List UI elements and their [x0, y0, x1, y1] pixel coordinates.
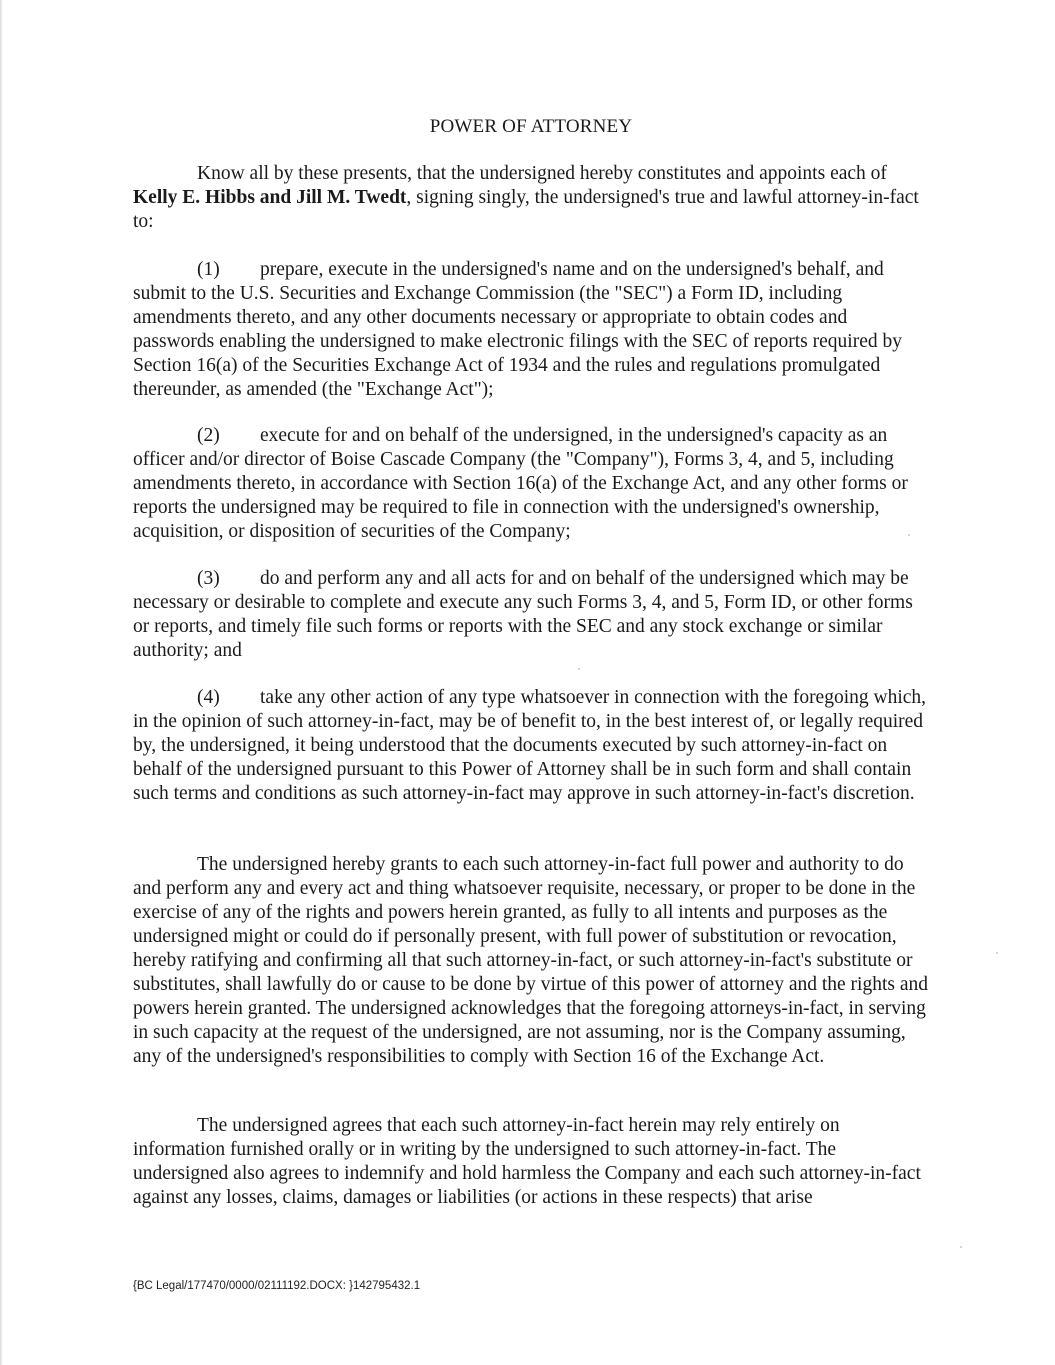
scan-speck	[996, 952, 998, 954]
scan-speck	[960, 1246, 962, 1248]
scan-speck	[908, 534, 910, 536]
item-number: (1)	[197, 259, 220, 280]
grant-text: The undersigned hereby grants to each such attorney-in-fact full power and authority to do and perform any and every act and thing whatsoever requisite, necessary, or proper to be done in the exercise of any of the rights and powers herein granted, as fully to all intents and purposes as the undersigned might or could do if personally present, with full power of substitution or revocation, hereby ratifying and confirming all that such attorney-in-fact, or such attorney-in-fact's substitute or substitutes, shall lawfully do or cause to be done by virtue of this power of attorney and the rights and powers herein granted. The undersigned acknowledges that the foregoing attorneys-in-fact, in serving in such capacity at the request of the undersigned, are not assuming, nor is the Company assuming, any of the undersigned's responsibilities to comply with Section 16 of the Exchange Act.	[133, 854, 928, 1067]
grant-paragraph	[133, 853, 933, 1069]
document-footer: {BC Legal/177470/0000/02111192.DOCX: }142795432.1	[133, 1280, 421, 1292]
list-item	[133, 258, 933, 402]
item-number: (2)	[197, 425, 220, 446]
list-item	[133, 686, 933, 806]
item-number: (4)	[197, 687, 220, 708]
attorney-names: Kelly E. Hibbs and Jill M. Twedt	[133, 187, 407, 208]
indemnify-text: The undersigned agrees that each such attorney-in-fact herein may rely entirely on information furnished orally or in writing by the undersigned to such attorney-in-fact. The undersigned also agrees to indemnify and hold harmless the Company and each such attorney-in-fact against any losses, claims, damages or liabilities (or actions in these respects) that arise	[133, 1115, 921, 1208]
item-text: do and perform any and all acts for and on behalf of the undersigned which may be necessary or desirable to complete and execute any such Forms 3, 4, and 5, Form ID, or other forms or reports, and timely file such forms or reports with the SEC and any stock exchange or similar authority; and	[133, 568, 913, 661]
intro-rest: , signing singly, the undersigned's true and lawful attorney-in-fact to:	[133, 187, 919, 232]
document-title: POWER OF ATTORNEY	[429, 116, 633, 137]
item-text: take any other action of any type whatsoever in connection with the foregoing which, in the opinion of such attorney-in-fact, may be of benefit to, in the best interest of, or legally required by, the undersigned, it being understood that the documents executed by such attorney-in-fact on behalf of the undersigned pursuant to this Power of Attorney shall be in such form and shall contain such terms and conditions as such attorney-in-fact may approve in such attorney-in-fact's discretion.	[133, 687, 927, 804]
item-text: execute for and on behalf of the undersigned, in the undersigned's capacity as an officer and/or director of Boise Cascade Company (the "Company"), Forms 3, 4, and 5, including amendments thereto, in accordance with Section 16(a) of the Exchange Act, and any other forms or reports the undersigned may be required to file in connection with the undersigned's ownership, acquisition, or disposition of securities of the Company;	[133, 425, 908, 542]
item-number: (3)	[197, 568, 220, 589]
list-item	[133, 424, 933, 544]
scan-edge	[0, 0, 3, 1365]
indemnify-paragraph	[133, 1114, 933, 1210]
list-item	[133, 567, 933, 663]
intro-lead: Know all by these presents, that the undersigned hereby constitutes and appoints each of	[197, 163, 887, 184]
scan-speck	[578, 668, 580, 670]
item-text: prepare, execute in the undersigned's name and on the undersigned's behalf, and submit to the U.S. Securities and Exchange Commission (the "SEC") a Form ID, including amendments thereto, and any other documents necessary or appropriate to obtain codes and passwords enabling the undersigned to make electronic filings with the SEC of reports required by Section 16(a) of the Securities Exchange Act of 1934 and the rules and regulations promulgated thereunder, as amended (the "Exchange Act");	[133, 259, 902, 400]
intro-paragraph	[133, 162, 933, 234]
